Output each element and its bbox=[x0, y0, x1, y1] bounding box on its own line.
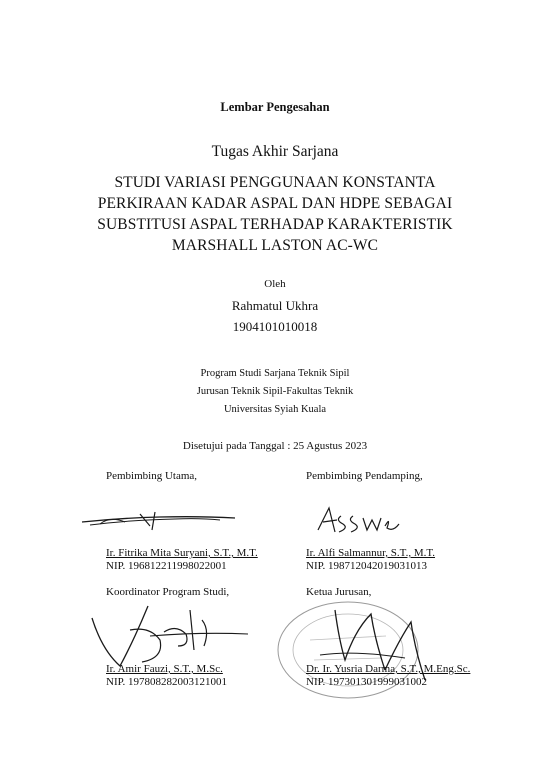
page-heading: Lembar Pengesahan bbox=[220, 100, 330, 114]
thesis-title-line: SUBSTITUSI ASPAL TERHADAP KARAKTERISTIK bbox=[97, 216, 453, 233]
main-supervisor-nip: NIP. 196812211998022001 bbox=[106, 560, 227, 572]
study-program: Program Studi Sarjana Teknik Sipil bbox=[200, 368, 350, 379]
thesis-title-line: PERKIRAAN KADAR ASPAL DAN HDPE SEBAGAI bbox=[97, 195, 453, 212]
main-supervisor-role: Pembimbing Utama, bbox=[106, 470, 198, 482]
department: Jurusan Teknik Sipil-Fakultas Teknik bbox=[196, 386, 354, 397]
thesis-title-line: MARSHALL LASTON AC-WC bbox=[171, 237, 379, 254]
author-name: Rahmatul Ukhra bbox=[231, 298, 319, 313]
main-supervisor-name: Ir. Fitrika Mita Suryani, S.T., M.T. bbox=[106, 547, 258, 559]
department-head-name: Dr. Ir. Yusria Darma, S.T., M.Eng.Sc. bbox=[306, 663, 471, 675]
approval-date: Disetujui pada Tanggal : 25 Agustus 2023 bbox=[182, 440, 368, 452]
co-supervisor-signature bbox=[315, 502, 405, 542]
thesis-title-line: STUDI VARIASI PENGGUNAAN KONSTANTA bbox=[114, 174, 436, 191]
department-head-role: Ketua Jurusan, bbox=[306, 586, 372, 598]
co-supervisor-role: Pembimbing Pendamping, bbox=[306, 470, 423, 482]
co-supervisor-nip: NIP. 198712042019031013 bbox=[306, 560, 428, 572]
institution-block bbox=[0, 365, 550, 419]
co-supervisor-name: Ir. Alfi Salmannur, S.T., M.T. bbox=[306, 547, 436, 559]
student-id: 1904101010018 bbox=[232, 319, 318, 334]
coordinator-nip: NIP. 197808282003121001 bbox=[106, 676, 228, 688]
coordinator-signature bbox=[90, 600, 250, 672]
coordinator-name: Ir. Amir Fauzi, S.T., M.Sc. bbox=[106, 663, 223, 675]
thesis-title bbox=[0, 172, 550, 256]
department-head-nip: NIP. 197301301999031002 bbox=[306, 676, 428, 688]
main-supervisor-signature bbox=[80, 500, 240, 540]
coordinator-role: Koordinator Program Studi, bbox=[106, 586, 230, 598]
thesis-type: Tugas Akhir Sarjana bbox=[211, 143, 339, 160]
by-label: Oleh bbox=[264, 278, 286, 290]
university: Universitas Syiah Kuala bbox=[223, 404, 327, 415]
